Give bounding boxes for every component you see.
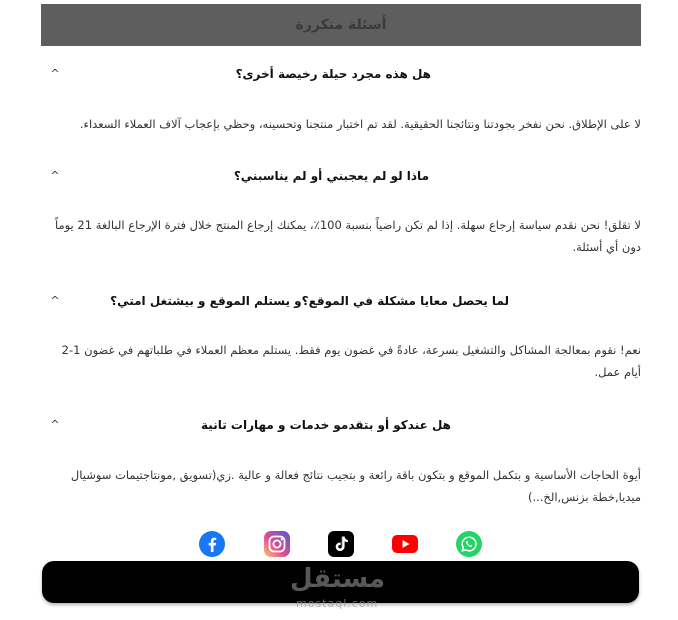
social-links [0,531,678,557]
faq-item [41,291,641,383]
chevron-up-icon[interactable]: ^ [50,67,60,80]
faq-answer: لا تقلق! نحن نقدم سياسة إرجاع سهلة. إذا لم تكن راضياً بنسبة 100٪، يمكنك إرجاع المنتج خلال فترة الإرجاع البالغة 21 يوماً دون أي أسئلة. [54,218,641,254]
faq-question[interactable]: لما يحصل معايا مشكلة في الموقع؟و يستلم الموقع و بيشتغل امتي؟ [110,294,509,308]
faq-answer: نعم! نقوم بمعالجة المشاكل والتشغيل بسرعة، عادةً في غضون يوم فقط. يستلم معظم العملاء في طلباتهم في غضون 1-2 أيام عمل. [61,343,641,379]
youtube-icon[interactable] [392,531,418,557]
faq-question-row[interactable] [41,166,641,190]
faq-item [41,415,641,508]
faq-question-row[interactable] [41,291,641,315]
faq-question[interactable]: هل عندكو أو بتقدمو خدمات و مهارات تانية [201,418,451,432]
faq-question-row[interactable] [41,64,641,88]
chevron-up-icon[interactable]: ^ [50,418,60,431]
instagram-icon[interactable] [264,531,290,557]
tiktok-icon[interactable] [328,531,354,557]
chevron-up-icon[interactable]: ^ [50,294,60,307]
watermark-url: mostaql.com [296,597,379,610]
watermark-logo: مستقل [290,564,386,594]
chevron-up-icon[interactable]: ^ [50,169,60,182]
facebook-icon[interactable] [199,531,225,557]
faq-answer: أيوة الحاجات الأساسية و بتكمل الموقع و بتكون باقة رائعة و بتجيب نتائج فعالة و عالية .زي(تسويق ,مونتاجتيمات سوشيال ميديا,خطة بزنس,الخ...) [70,468,641,504]
faq-question-row[interactable] [41,415,641,439]
page-title: أسئلة متكررة [295,17,387,33]
whatsapp-icon[interactable] [456,531,482,557]
faq-question[interactable]: هل هذه مجرد حيلة رخيصة أخرى؟ [235,67,431,81]
faq-answer: لا على الإطلاق. نحن نفخر بجودتنا ونتائجنا الحقيقية. لقد تم اختبار منتجنا وتحسينه، وحظي بإعجاب آلاف العملاء السعداء. [79,117,641,131]
faq-header [41,4,641,46]
faq-question[interactable]: ماذا لو لم يعجبني أو لم يناسبني؟ [233,169,429,183]
faq-item [41,166,641,258]
faq-item [41,64,641,135]
